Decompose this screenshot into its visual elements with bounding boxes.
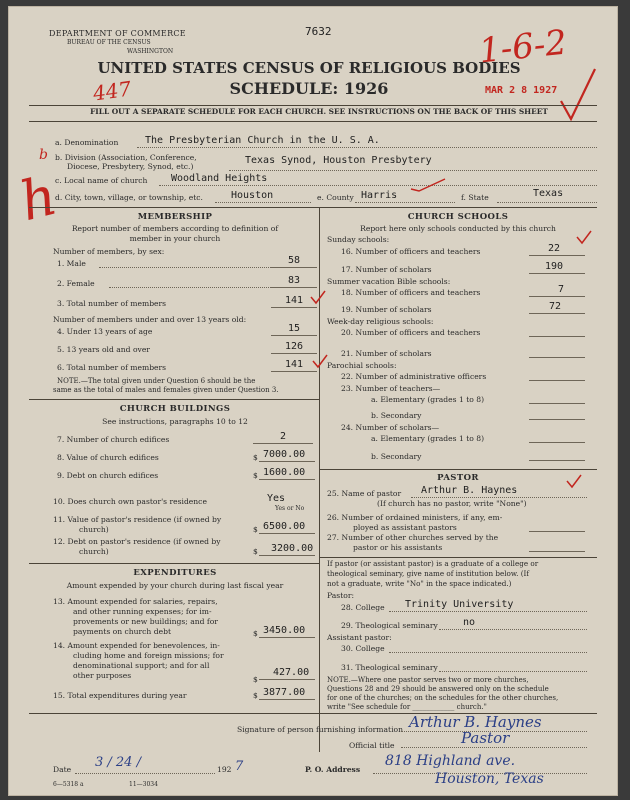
q15-dollar: $	[253, 691, 258, 700]
q11-label-2: church)	[79, 525, 109, 534]
check-mark-icon	[565, 473, 583, 489]
division-label: b. Division (Association, Conference,	[55, 153, 197, 162]
city-label: WASHINGTON	[127, 48, 174, 55]
pastor-note-2: Questions 28 and 29 should be answered only on the schedule	[327, 685, 549, 693]
county-value: Harris	[361, 190, 398, 201]
state-label: f. State	[461, 193, 489, 202]
q14-line-3: denominational support; and for all	[73, 661, 210, 670]
buildings-intro: See instructions, paragraphs 10 to 12	[102, 417, 248, 426]
q14-line-4: other purposes	[73, 671, 132, 680]
q8-value: 7000.00	[263, 449, 306, 460]
q13-dollar: $	[253, 629, 258, 638]
census-schedule-sheet	[8, 6, 618, 796]
q22-label: 22. Number of administrative officers	[341, 372, 487, 381]
q5-label: 5. 13 years old and over	[57, 345, 150, 354]
q28-label: 28. College	[341, 603, 385, 612]
signature-label: Signature of person furnishing information	[237, 725, 403, 734]
form-code-2: 11—3034	[129, 781, 158, 788]
official-title-value: Pastor	[461, 729, 510, 747]
handwritten-code: 1-6-2	[477, 22, 569, 72]
q12-value: 3200.00	[271, 543, 314, 554]
date-value: 3 / 24 /	[95, 755, 141, 770]
q5-value: 126	[284, 341, 304, 352]
check-mark-icon	[311, 353, 329, 369]
state-value: Texas	[533, 188, 564, 199]
check-mark-icon	[309, 289, 327, 305]
q18-value: 7	[557, 284, 565, 295]
year-hand: 7	[235, 759, 244, 774]
q10-value: Yes	[267, 493, 286, 504]
by-sex-label: Number of members, by sex:	[53, 247, 165, 256]
q13-line-3: provements or new buildings; and for	[73, 617, 218, 626]
q17-value: 190	[544, 261, 564, 272]
po-address-line-2: Houston, Texas	[435, 771, 544, 787]
buildings-title: CHURCH BUILDINGS	[119, 404, 231, 414]
schools-intro: Report here only schools conducted by this church	[360, 224, 556, 233]
schools-title: CHURCH SCHOOLS	[407, 212, 509, 222]
grad-line-3: not a graduate, write "No" in the space indicated.)	[327, 579, 512, 588]
expenditures-title: EXPENDITURES	[133, 568, 217, 578]
q11-dollar: $	[253, 525, 258, 534]
q1-label: 1. Male	[57, 259, 86, 268]
q3-value: 141	[284, 295, 304, 306]
county-label: e. County	[317, 193, 354, 202]
q29-label: 29. Theological seminary	[341, 621, 438, 630]
q14-dollar: $	[253, 675, 258, 684]
q25-hint: (If church has no pastor, write "None")	[377, 499, 527, 508]
grad-line-2: theological seminary, give name of institution below. (If	[327, 569, 530, 578]
q12-label: 12. Debt on pastor's residence (if owned by	[53, 537, 221, 546]
q15-label: 15. Total expenditures during year	[53, 691, 187, 700]
pastor-note-3: for one of the churches; on the schedules for the other churches,	[327, 694, 559, 702]
q10-label: 10. Does church own pastor's residence	[53, 497, 207, 506]
q20-label: 20. Number of officers and teachers	[341, 328, 481, 337]
q24a-label: a. Elementary (grades 1 to 8)	[371, 434, 485, 443]
q14-line-1: 14. Amount expended for benevolences, in-	[53, 641, 220, 650]
q10-hint: Yes or No	[275, 505, 305, 512]
city-value: Houston	[231, 190, 274, 201]
q17-label: 17. Number of scholars	[341, 265, 432, 274]
assistant-subhead: Assistant pastor:	[327, 633, 392, 642]
q24b-label: b. Secondary	[371, 452, 422, 461]
q18-label: 18. Number of officers and teachers	[341, 288, 481, 297]
q4-value: 15	[287, 323, 301, 334]
q26-line-2: ployed as assistant pastors	[353, 523, 457, 532]
q27-line-2: pastor or his assistants	[353, 543, 443, 552]
instruction-banner: FILL OUT A SEPARATE SCHEDULE FOR EACH CHURCH. SEE INSTRUCTIONS ON THE BACK OF THIS SHEET	[90, 107, 548, 116]
pastor-note-1: NOTE.—Where one pastor serves two or more churches,	[327, 676, 529, 684]
received-stamp: MAR 2 8 1927	[485, 85, 558, 96]
q9-label: 9. Debt on church edifices	[57, 471, 159, 480]
q14-value: 427.00	[273, 667, 310, 678]
summer-label: Summer vacation Bible schools:	[327, 277, 451, 286]
schedule-title: SCHEDULE: 1926	[229, 79, 389, 98]
expenditures-intro: Amount expended by your church during last fiscal year	[66, 581, 284, 590]
membership-intro-2: member in your church	[129, 234, 221, 243]
official-title-label: Official title	[349, 741, 395, 750]
q11-label: 11. Value of pastor's residence (if owned by	[53, 515, 222, 524]
q30-label: 30. College	[341, 644, 385, 653]
q31-label: 31. Theological seminary	[341, 663, 438, 672]
check-mark-icon	[575, 229, 593, 245]
q21-label: 21. Number of scholars	[341, 349, 432, 358]
parochial-label: Parochial schools:	[327, 361, 397, 370]
q1-value: 58	[287, 255, 301, 266]
serial-number: 7632	[305, 25, 332, 38]
q16-value: 22	[547, 243, 561, 254]
department-label: DEPARTMENT OF COMMERCE	[49, 29, 186, 38]
q8-label: 8. Value of church edifices	[57, 453, 159, 462]
q13-line-1: 13. Amount expended for salaries, repairs,	[53, 597, 218, 606]
bureau-label: BUREAU OF THE CENSUS	[67, 39, 151, 46]
q11-value: 6500.00	[263, 521, 306, 532]
membership-note: NOTE.—The total given under Question 6 should be the	[57, 377, 256, 385]
q25-label: 25. Name of pastor	[327, 489, 402, 498]
po-address-label: P. O. Address	[305, 765, 361, 774]
q13-line-2: and other running expenses; for im-	[73, 607, 212, 616]
q25-value: Arthur B. Haynes	[421, 485, 518, 496]
q29-value: no	[463, 617, 476, 628]
q9-dollar: $	[253, 471, 258, 480]
division-value: Texas Synod, Houston Presbytery	[245, 155, 432, 166]
q6-label: 6. Total number of members	[57, 363, 167, 372]
q16-label: 16. Number of officers and teachers	[341, 247, 481, 256]
po-address-line-1: 818 Highland ave.	[385, 753, 516, 769]
q8-dollar: $	[253, 453, 258, 462]
q6-value: 141	[284, 359, 304, 370]
q7-label: 7. Number of church edifices	[57, 435, 170, 444]
q15-value: 3877.00	[263, 687, 306, 698]
grad-line-1: If pastor (or assistant pastor) is a graduate of a college or	[327, 559, 539, 568]
q27-line-1: 27. Number of other churches served by the	[327, 533, 499, 542]
division-label-2: Diocese, Presbytery, Synod, etc.)	[67, 162, 194, 171]
q23-label: 23. Number of teachers—	[341, 384, 441, 393]
weekday-label: Week-day religious schools:	[327, 317, 434, 326]
denomination-value: The Presbyterian Church in the U. S. A.	[145, 135, 380, 146]
q12-dollar: $	[253, 547, 258, 556]
q7-value: 2	[279, 431, 287, 442]
pastor-title: PASTOR	[437, 473, 479, 483]
q9-value: 1600.00	[263, 467, 306, 478]
q24-label: 24. Number of scholars—	[341, 423, 440, 432]
q26-line-1: 26. Number of ordained ministers, if any, em-	[327, 513, 503, 522]
q3-label: 3. Total number of members	[57, 299, 167, 308]
sunday-label: Sunday schools:	[327, 235, 390, 244]
membership-note-2: same as the total of males and females given under Question 3.	[53, 386, 279, 394]
q19-value: 72	[548, 301, 562, 312]
q23b-label: b. Secondary	[371, 411, 422, 420]
q13-value: 3450.00	[263, 625, 306, 636]
q28-value: Trinity University	[405, 599, 514, 610]
pastor-subhead: Pastor:	[327, 591, 355, 600]
q23a-label: a. Elementary (grades 1 to 8)	[371, 395, 485, 404]
q19-label: 19. Number of scholars	[341, 305, 432, 314]
membership-intro: Report number of members according to definition of	[71, 224, 279, 233]
form-title: UNITED STATES CENSUS OF RELIGIOUS BODIES	[97, 59, 521, 77]
local-name-value: Woodland Heights	[171, 173, 268, 184]
year-label: 192	[217, 765, 232, 774]
check-mark-icon	[409, 177, 449, 193]
q4-label: 4. Under 13 years of age	[57, 327, 153, 336]
age-intro: Number of members under and over 13 years old:	[53, 315, 247, 324]
q12-label-2: church)	[79, 547, 109, 556]
city-label-field: d. City, town, village, or township, etc.	[55, 193, 203, 202]
q14-line-2: cluding home and foreign missions; for	[73, 651, 224, 660]
form-code: 6—5318 a	[53, 781, 84, 788]
signature-value: Arthur B. Haynes	[409, 713, 542, 731]
date-label: Date	[53, 765, 72, 774]
margin-mark: h	[13, 163, 63, 234]
q13-line-4: payments on church debt	[73, 627, 171, 636]
margin-mark-2: b	[39, 147, 48, 163]
pastor-note-4: write "See schedule for ____________ church."	[327, 703, 487, 711]
q2-label: 2. Female	[57, 279, 95, 288]
local-name-label: c. Local name of church	[55, 176, 148, 185]
denomination-label: a. Denomination	[55, 138, 119, 147]
membership-title: MEMBERSHIP	[137, 212, 213, 222]
handwritten-number: 447	[91, 76, 133, 106]
q2-value: 83	[287, 275, 301, 286]
